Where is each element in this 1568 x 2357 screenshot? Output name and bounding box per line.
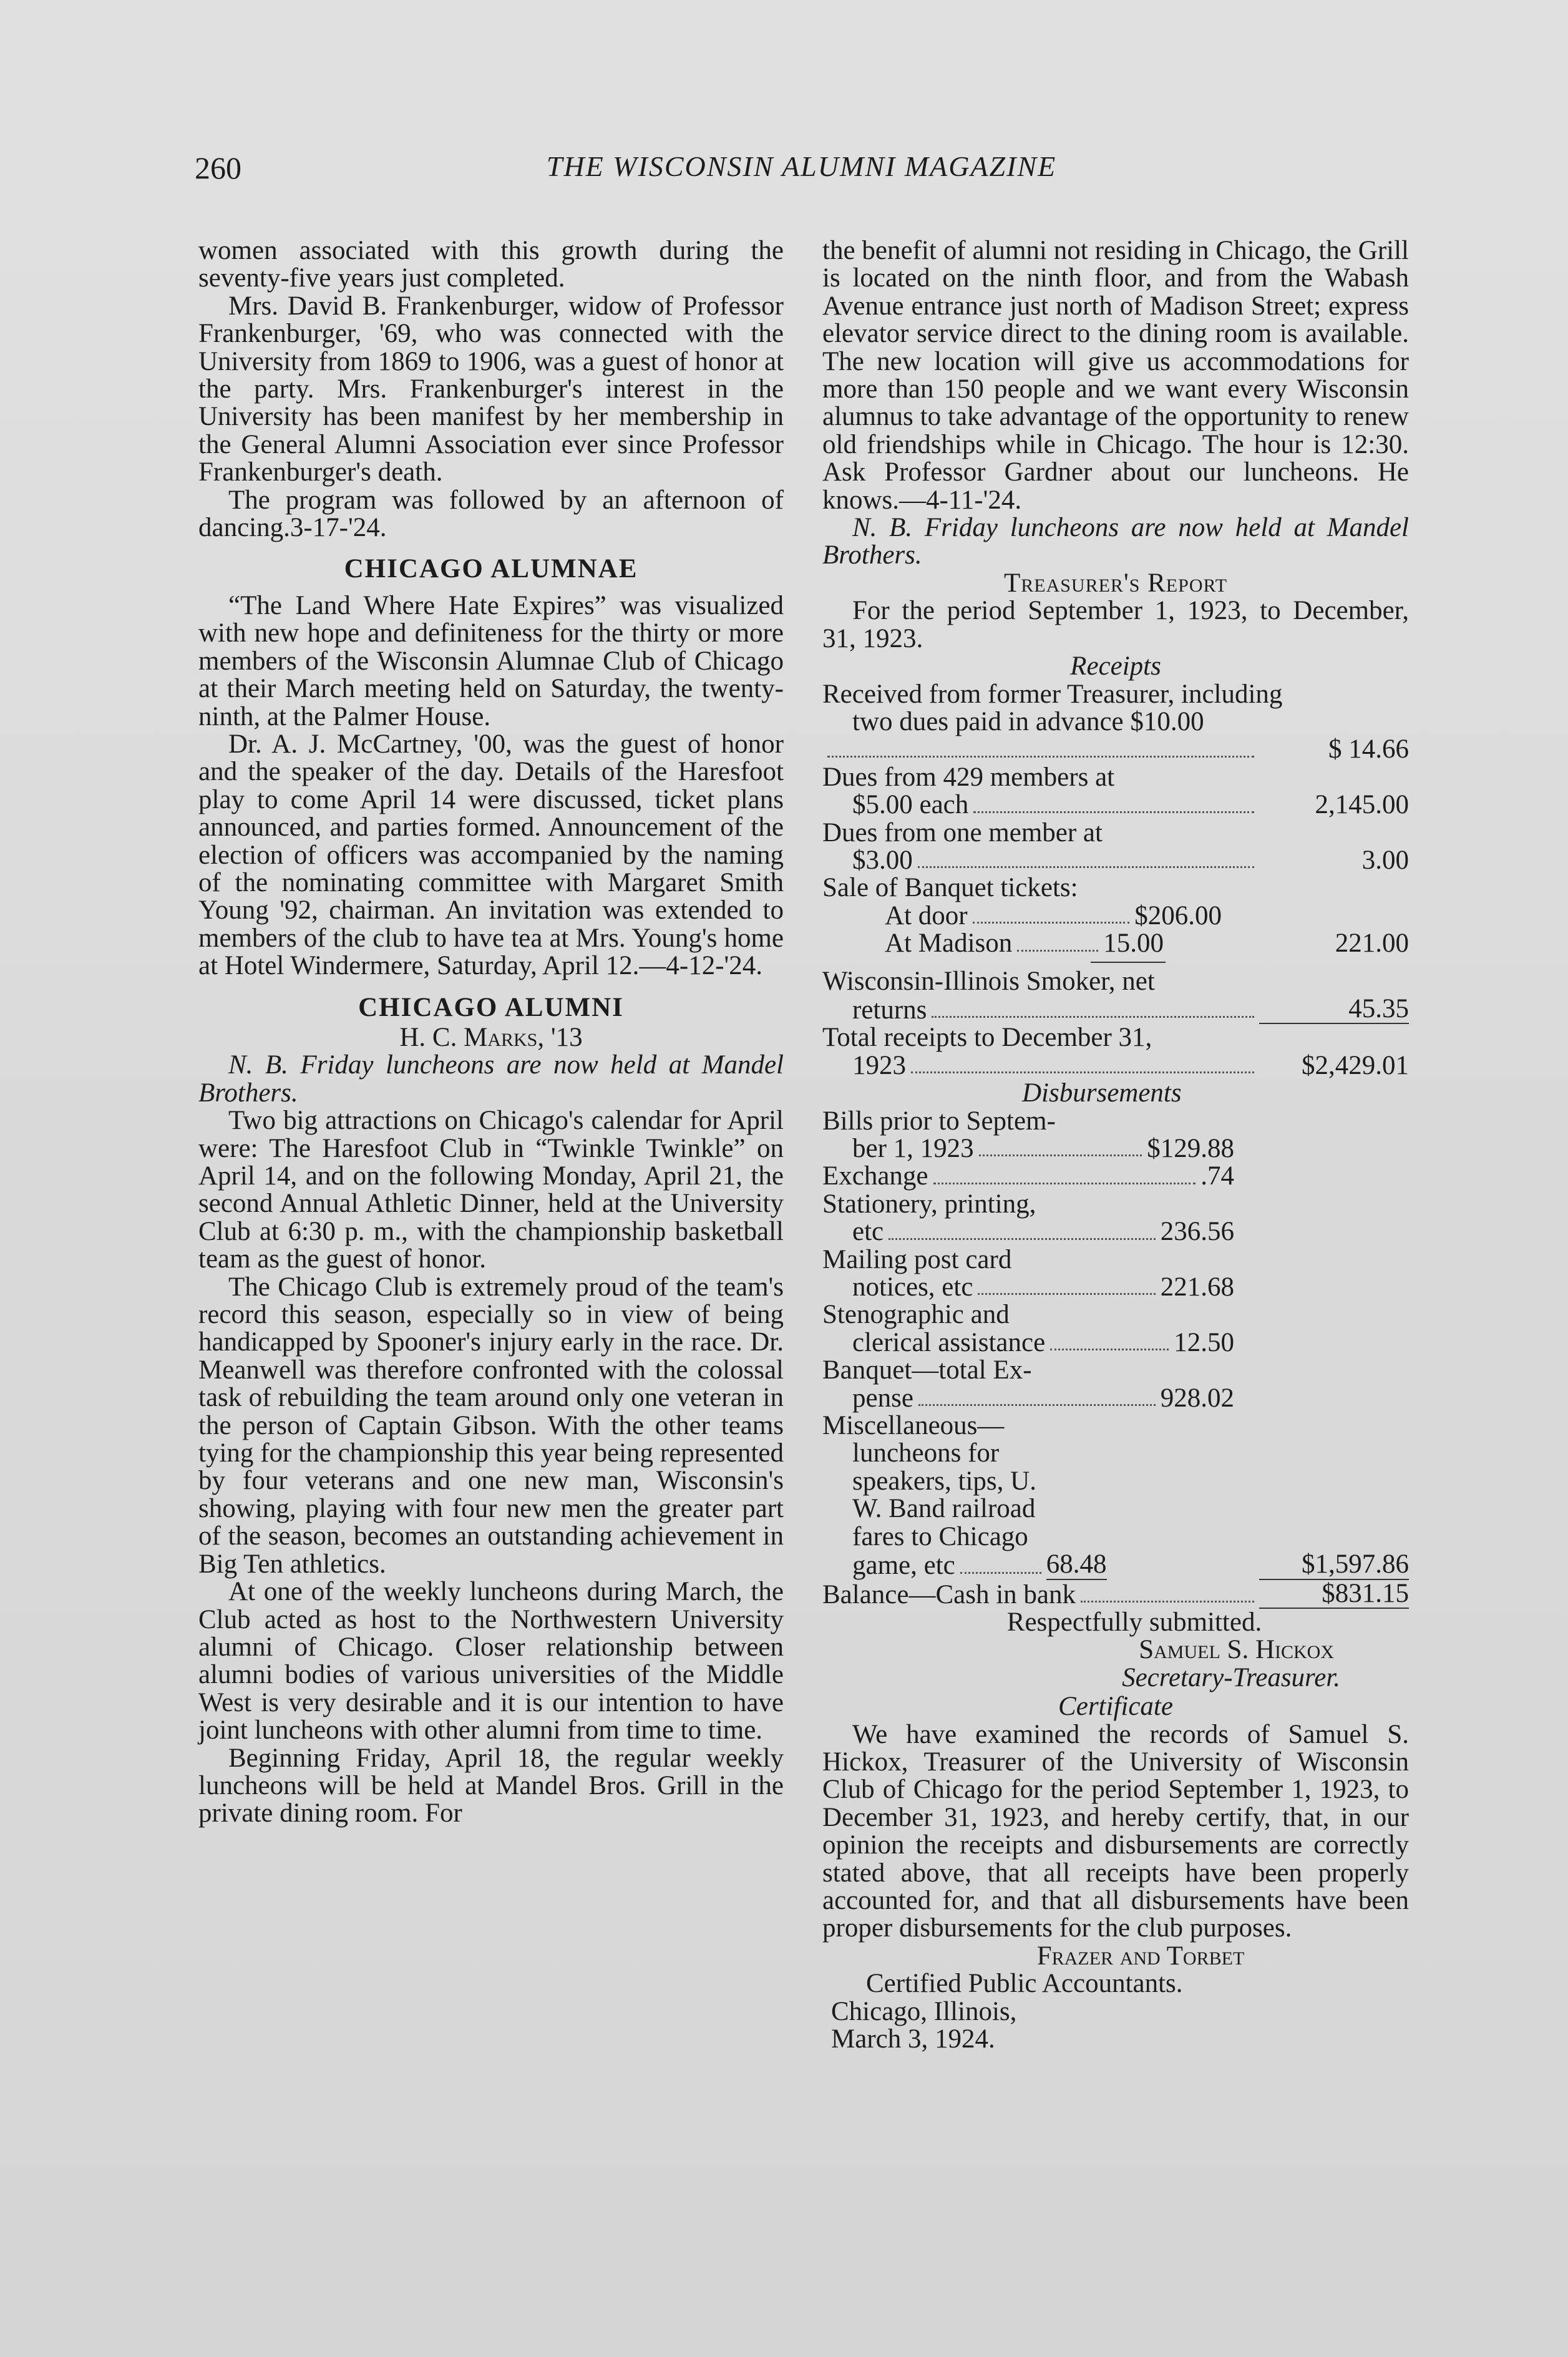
receipt-subamount: $206.00	[1134, 900, 1222, 930]
disbursement-amount: 68.48	[1046, 1549, 1107, 1579]
paragraph: the benefit of alumni not residing in Chicago, the Grill is located on the ninth floor, and from the Wabash Avenue entrance just north of Madison Street; express elevator service direct to the dining room is available. The new location will give us accommodations for more than 150 people and we want every Wisconsin alumnus to take advantage of the opportunity to renew old friendships while in Chicago. The hour is 12:30. Ask Professor Gardner about our luncheons. He knows.—4-11-'24.	[822, 236, 1409, 515]
paragraph: women associated with this growth during the seventy-five years just completed.	[198, 236, 784, 293]
total-amount: $2,429.01	[1302, 1050, 1409, 1080]
paragraph: Mrs. David B. Frankenburger, widow of Professor Frankenburger, '69, who was connected with the University from 1869 to 1906, was a guest of honor at the party. Mrs. Frankenburger's interest in the University has been manifest by her membership in the General Alumni Association ever since Professor Frankenburger's death.	[198, 291, 784, 487]
luncheon-note: N. B. Friday luncheons are now held at Mandel Brothers.	[822, 513, 1409, 570]
receipt-label: $3.00	[852, 845, 913, 875]
disbursement-label: Mailing post card	[822, 1244, 1012, 1274]
section-heading-chicago-alumnae: CHICAGO ALUMNAE	[344, 554, 638, 584]
paragraph: Two big attractions on Chicago's calendar for April were: The Haresfoot Club in “Twinkle Twinkle” on April 14, and on the following Monday, April 21, the second Annual Athletic Dinner, held at the University Club at 6:30 p. m., with the championship basketball team as the guest of honor.	[198, 1106, 784, 1274]
byline: H. C. Marks, '13	[399, 1022, 583, 1052]
disbursement-label: etc	[852, 1217, 884, 1247]
auditor-firm: Frazer and Torbet	[1036, 1941, 1245, 1971]
disbursement-line	[822, 1163, 1234, 1190]
paragraph: “The Land Where Hate Expires” was visualized with new hope and definiteness for the thirty or more members of the Wisconsin Alumnae Club of Chicago at their March meeting held on Saturday, the twenty-ninth, at the Palmer House.	[198, 590, 784, 731]
report-title: Treasurer's Report	[1003, 568, 1228, 598]
disbursement-label: speakers, tips, U.	[852, 1466, 1036, 1496]
disbursement-label: Bills prior to Septem-	[822, 1106, 1056, 1136]
receipt-label: Wisconsin-Illinois Smoker, net	[822, 966, 1155, 996]
balance-line	[822, 1580, 1409, 1609]
total-label: 1923	[852, 1050, 906, 1080]
receipt-label: Sale of Banquet tickets:	[822, 873, 1078, 903]
luncheon-note: N. B. Friday luncheons are now held at Mandel Brothers.	[198, 1050, 784, 1108]
disbursement-label: Stenographic and	[822, 1300, 1010, 1330]
disbursement-amount: 12.50	[1174, 1327, 1234, 1357]
receipt-label: two dues paid in advance $10.00	[852, 706, 1204, 736]
receipt-line	[822, 968, 1409, 1025]
divider	[1091, 962, 1166, 963]
balance-label: Balance—Cash in bank	[822, 1579, 1076, 1609]
paragraph: Dr. A. J. McCartney, '00, was the guest of honor and the speaker of the day. Details of the Haresfoot play to come April 14 were discussed, ticket plans announced, and parties formed. Announcement of the election of officers was accompanied by the naming of the nominating committee with Margaret Smith Young '92, chairman. An invitation was extended to members of the club to have tea at Mrs. Young's home at Hotel Windermere, Saturday, April 12.—4-12-'24.	[198, 729, 784, 981]
right-column	[822, 237, 1409, 2053]
disbursement-amount: 221.68	[1160, 1272, 1234, 1302]
receipt-total	[822, 1024, 1409, 1080]
submitted-line: Respectfully submitted.	[1006, 1607, 1262, 1637]
disbursement-amount: 236.56	[1160, 1217, 1234, 1247]
receipt-amount: 45.35	[1259, 995, 1409, 1024]
section-heading-chicago-alumni: CHICAGO ALUMNI	[358, 992, 624, 1022]
disbursement-line	[822, 1412, 1409, 1579]
disbursement-label: luncheons for	[852, 1438, 1000, 1468]
disbursement-label: Miscellaneous—	[822, 1411, 1005, 1441]
page-header	[195, 150, 1408, 193]
receipt-subamount: 15.00	[1103, 929, 1164, 959]
disbursement-amount: .74	[1200, 1161, 1234, 1191]
disbursement-line	[822, 1108, 1234, 1163]
paragraph: Beginning Friday, April 18, the regular weekly luncheons will be held at Mandel Bros. Grill in the private dining room. For	[198, 1743, 784, 1828]
disbursement-label: fares to Chicago	[852, 1521, 1028, 1551]
receipt-label: At Madison	[885, 929, 1013, 959]
disbursement-amount: 928.02	[1160, 1383, 1234, 1413]
receipt-label: returns	[852, 995, 927, 1025]
disbursement-label: Banquet—total Ex-	[822, 1355, 1032, 1385]
disbursement-label: ber 1, 1923	[852, 1134, 974, 1163]
disbursement-label: W. Band railroad	[852, 1494, 1036, 1524]
certificate-text: We have examined the records of Samuel S. Hickox, Treasurer of the University of Wisconsin Club of Chicago for the period September 1, 1923, to December 31, 1923, and hereby certify, that, in our opinion the receipts and disbursements are correctly stated above, that all receipts have been properly accounted for, and that all disbursements have been proper disbursements for the club purposes.	[822, 1719, 1409, 1943]
disbursement-label: clerical assistance	[852, 1327, 1046, 1357]
paragraph: At one of the weekly luncheons during March, the Club acted as host to the Northwestern University alumni of Chicago. Closer relationship between alumni bodies of various universities of the Middle West is very desirable and it is our intention to have joint luncheons with other alumni from time to time.	[198, 1577, 784, 1745]
receipt-amount: 3.00	[1361, 845, 1409, 875]
disbursement-amount: $129.88	[1147, 1134, 1234, 1163]
disbursement-label: Exchange	[822, 1161, 928, 1191]
receipt-label: At door	[885, 900, 968, 930]
receipt-amount: 2,145.00	[1315, 790, 1409, 820]
disbursement-line	[822, 1357, 1234, 1412]
disbursements-heading: Disbursements	[1022, 1078, 1182, 1108]
disbursement-label: pense	[852, 1383, 913, 1413]
auditor-description: Certified Public Accountants.	[866, 1969, 1183, 1999]
certificate-heading: Certificate	[1058, 1692, 1173, 1722]
disbursement-line	[822, 1191, 1234, 1246]
receipt-line	[822, 681, 1409, 764]
receipt-label: $5.00 each	[852, 790, 969, 820]
disbursement-label: game, etc	[852, 1551, 955, 1581]
left-column	[198, 237, 784, 1828]
signer-title: Secretary-Treasurer.	[1122, 1662, 1340, 1692]
total-label: Total receipts to December 31,	[822, 1023, 1152, 1053]
receipt-line	[822, 874, 1409, 962]
running-head: THE WISCONSIN ALUMNI MAGAZINE	[546, 150, 1057, 182]
receipts-heading: Receipts	[1070, 651, 1161, 681]
signer-name: Samuel S. Hickox	[1139, 1635, 1334, 1665]
disbursement-label: notices, etc	[852, 1272, 973, 1302]
page-number: 260	[195, 150, 241, 185]
disbursement-line	[822, 1246, 1234, 1302]
receipt-line	[822, 764, 1409, 819]
paragraph: The program was followed by an afternoon of dancing.3-17-'24.	[198, 485, 784, 543]
disbursement-total: $1,597.86	[1259, 1551, 1409, 1579]
disbursement-line	[822, 1301, 1234, 1357]
disbursement-label: Stationery, printing,	[822, 1189, 1036, 1219]
receipt-label: Received from former Treasurer, including	[822, 679, 1283, 709]
report-period: For the period September 1, 1923, to December, 31, 1923.	[822, 596, 1409, 653]
receipt-label: Dues from one member at	[822, 817, 1103, 847]
receipt-label: Dues from 429 members at	[822, 762, 1115, 792]
paragraph: The Chicago Club is extremely proud of the team's record this season, especially so in view of being handicapped by Spooner's injury early in the race. Dr. Meanwell was therefore confronted with the colossal task of rebuilding the team around only one veteran in the person of Captain Gibson. With the other teams tying for the championship this year being represented by four veterans and one new man, Wisconsin's showing, playing with four new men the greater part of the season, becomes an outstanding achievement in Big Ten athletics.	[198, 1272, 784, 1579]
receipt-amount: $ 14.66	[1328, 734, 1409, 764]
balance-amount: $831.15	[1259, 1580, 1409, 1609]
receipt-line	[822, 819, 1409, 875]
place-line: Chicago, Illinois,	[831, 1996, 1017, 2026]
receipt-amount: 221.00	[1335, 929, 1409, 959]
date-line: March 3, 1924.	[831, 2024, 995, 2054]
